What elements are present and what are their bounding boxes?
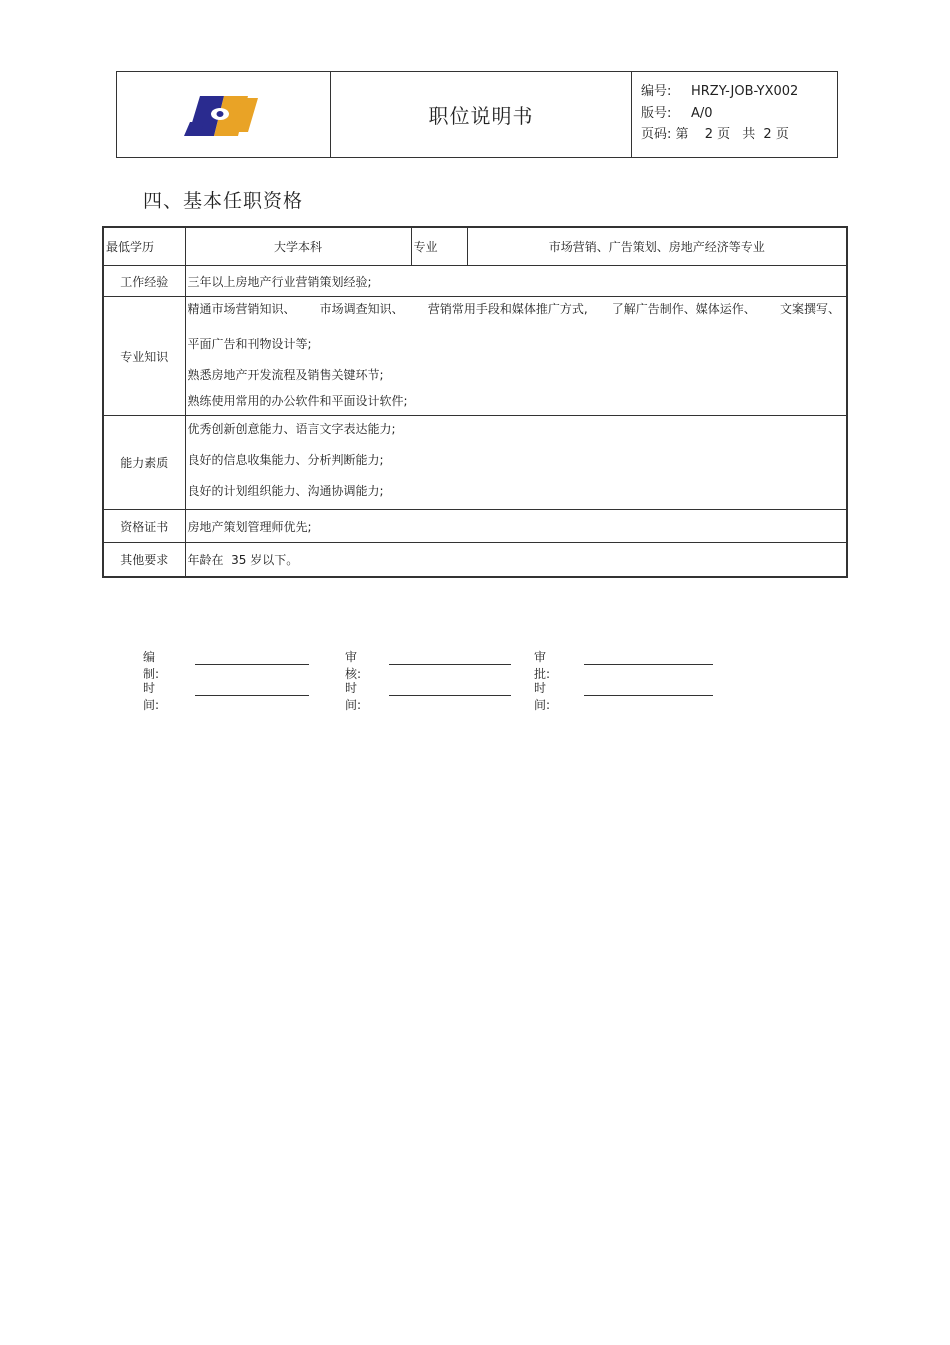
knowledge-item: 市场调查知识、 — [319, 302, 404, 316]
code-label: 编号: — [641, 84, 672, 99]
page-row — [641, 124, 837, 146]
ability-line: 优秀创新创意能力、语言文字表达能力; — [187, 422, 396, 436]
prepared-time-line[interactable] — [195, 695, 309, 696]
knowledge-item: 文案撰写、 — [779, 302, 840, 316]
company-logo-icon — [174, 92, 274, 142]
document-title: 职位说明书 — [331, 72, 632, 157]
approved-label: 审批: — [534, 650, 551, 681]
prepared-time-label: 时间: — [143, 681, 160, 712]
page-label: 页码: — [641, 127, 672, 142]
education-label: 最低学历 — [103, 227, 185, 266]
knowledge-line: 熟悉房地产开发流程及销售关键环节; — [187, 368, 384, 382]
page-current: 2 — [704, 127, 713, 142]
certificate-value: 房地产策划管理师优先; — [185, 510, 847, 543]
table-row — [103, 416, 847, 510]
version-row — [641, 103, 837, 125]
ability-label: 能力素质 — [103, 416, 185, 510]
version-label: 版号: — [641, 105, 672, 121]
table-row — [103, 543, 847, 578]
certificate-label: 资格证书 — [103, 510, 185, 543]
page-prefix: 第 — [675, 127, 689, 142]
reviewed-time-label: 时间: — [345, 681, 362, 712]
knowledge-item: 精通市场营销知识、 — [187, 302, 296, 316]
qualifications-table — [102, 226, 848, 578]
ability-line: 良好的信息收集能力、分析判断能力; — [187, 453, 384, 467]
knowledge-item: 营销常用手段和媒体推广方式, — [427, 302, 588, 316]
approved-time-label: 时间: — [534, 681, 551, 712]
ability-line: 良好的计划组织能力、沟通协调能力; — [187, 484, 384, 498]
knowledge-line — [188, 297, 845, 326]
major-label: 专业 — [411, 227, 467, 266]
table-row — [103, 227, 847, 266]
document-header — [116, 71, 838, 158]
knowledge-line: 平面广告和刊物设计等; — [187, 337, 312, 351]
knowledge-line: 熟练使用常用的办公软件和平面设计软件; — [187, 394, 408, 408]
page-total-unit: 页 — [775, 127, 789, 142]
other-label: 其他要求 — [103, 543, 185, 578]
approved-time-line[interactable] — [584, 695, 713, 696]
logo-cell — [117, 72, 331, 157]
reviewed-time-line[interactable] — [389, 695, 511, 696]
other-value: 年龄在 35 岁以下。 — [185, 543, 847, 578]
table-row — [103, 297, 847, 416]
experience-value: 三年以上房地产行业营销策划经验; — [185, 266, 847, 297]
prepared-signature-line[interactable] — [195, 664, 309, 665]
prepared-label: 编制: — [143, 650, 160, 681]
experience-label: 工作经验 — [103, 266, 185, 297]
code-value: HRZY-JOB-YX002 — [691, 84, 799, 99]
reviewed-signature-line[interactable] — [389, 664, 511, 665]
approved-signature-line[interactable] — [584, 664, 713, 665]
education-value: 大学本科 — [185, 227, 411, 266]
page-unit: 页 — [717, 127, 731, 142]
code-row — [641, 81, 837, 103]
table-row — [103, 510, 847, 543]
reviewed-label: 审核: — [345, 650, 362, 681]
table-row — [103, 266, 847, 297]
major-value: 市场营销、广告策划、房地产经济等专业 — [467, 227, 847, 266]
knowledge-item: 了解广告制作、媒体运作、 — [611, 302, 756, 316]
page-total: 2 — [763, 127, 772, 142]
document-meta — [632, 72, 837, 157]
page-total-prefix: 共 — [742, 127, 756, 142]
knowledge-label: 专业知识 — [103, 297, 185, 416]
section-title: 四、基本任职资格 — [143, 190, 304, 212]
knowledge-value — [185, 297, 847, 416]
version-value: A/0 — [691, 105, 713, 121]
ability-value — [185, 416, 847, 510]
